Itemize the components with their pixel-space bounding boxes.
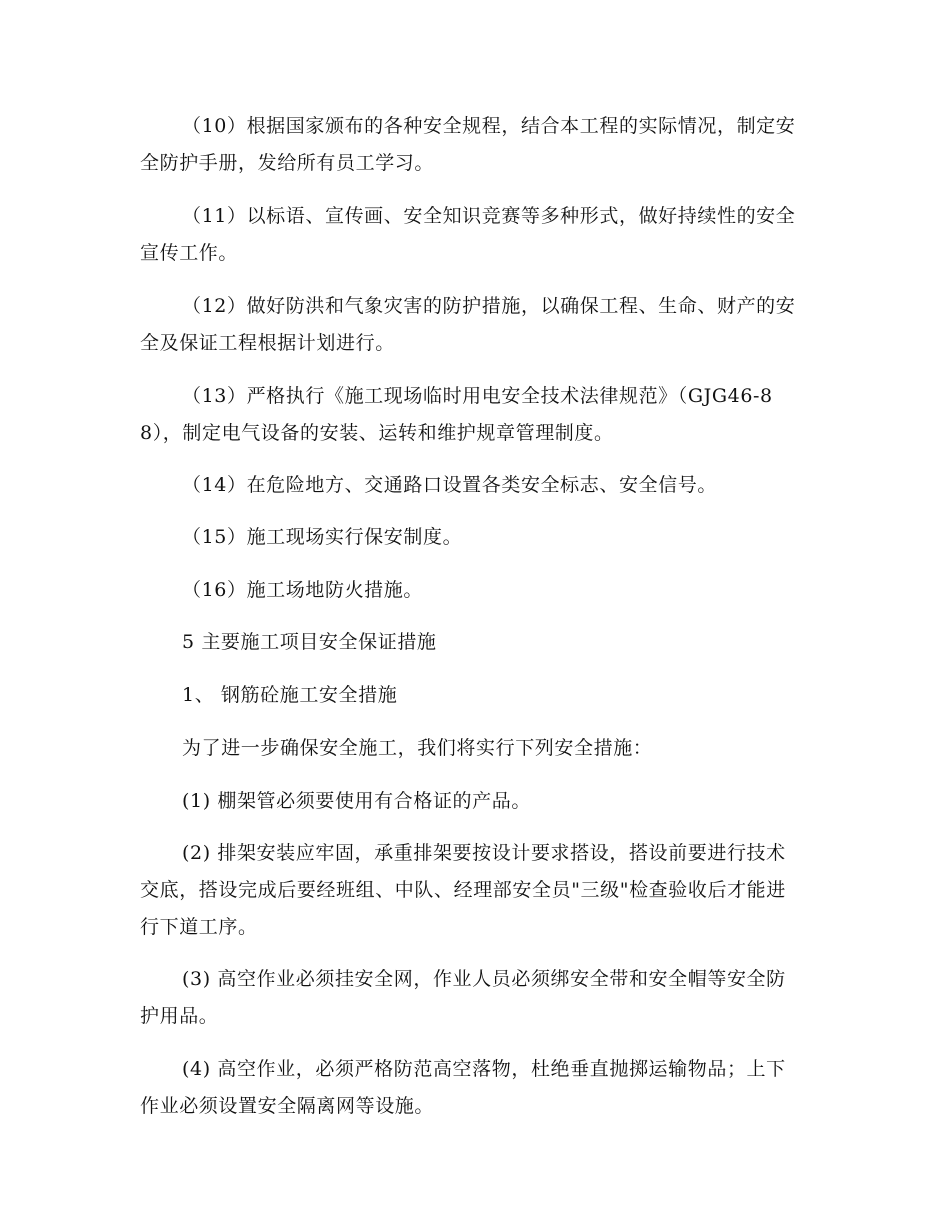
section-heading-5: 5 主要施工项目安全保证措施 — [182, 631, 437, 653]
paragraph-intro: 为了进一步确保安全施工，我们将实行下列安全措施： — [182, 737, 653, 759]
paragraph-item-15: （15）施工现场实行保安制度。 — [182, 526, 463, 548]
paragraph-sub-2: (2) 排架安装应牢固，承重排架要按设计要求搭设，搭设前要进行技术交底，搭设完成后要经班组、中队、经理部安全员"三级"检查验收后才能进行下道工序。 — [140, 842, 786, 938]
paragraph-sub-1: (1) 棚架管必须要使用有合格证的产品。 — [182, 790, 531, 812]
paragraph-item-16: （16）施工场地防火措施。 — [182, 579, 423, 601]
paragraph-item-11: （11）以标语、宣传画、安全知识竞赛等多种形式，做好持续性的安全宣传工作。 — [140, 205, 796, 264]
paragraph-sub-4: (4) 高空作业，必须严格防范高空落物，杜绝垂直抛掷运输物品；上下作业必须设置安全隔离网等设施。 — [140, 1058, 786, 1117]
subsection-heading-1: 1、 钢筋砼施工安全措施 — [182, 684, 398, 706]
paragraph-item-10: （10）根据国家颁布的各种安全规程，结合本工程的实际情况，制定安全防护手册，发给所有员工学习。 — [140, 115, 796, 174]
paragraph-item-14: （14）在危险地方、交通路口设置各类安全标志、安全信号。 — [182, 474, 717, 496]
paragraph-sub-3: (3) 高空作业必须挂安全网，作业人员必须绑安全带和安全帽等安全防护用品。 — [140, 968, 786, 1027]
paragraph-item-13: （13）严格执行《施工现场临时用电安全技术法律规范》（GJG46-88），制定电气设备的安装、运转和维护规章管理制度。 — [140, 385, 773, 444]
paragraph-item-12: （12）做好防洪和气象灾害的防护措施，以确保工程、生命、财产的安全及保证工程根据计划进行。 — [140, 295, 796, 354]
